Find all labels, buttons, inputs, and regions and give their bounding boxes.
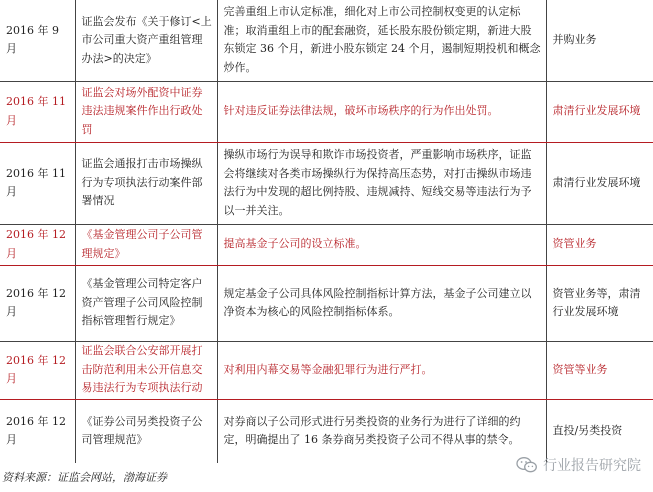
category-cell: 直投/另类投资 [546,399,653,463]
source-note: 资料来源：证监会网站，渤海证券 [2,471,167,484]
category-cell: 并购业务 [546,0,653,81]
event-cell: 证监会发布《关于修订<上市公司重大资产重组管理办法>的决定》 [75,0,217,81]
watermark-text: 行业报告研究院 [543,458,641,474]
category-cell: 资管业务等，肃清行业发展环境 [546,265,653,341]
content-cell: 针对违反证券法律法规，破坏市场秩序的行为作出处罚。 [217,81,546,142]
category-cell: 肃清行业发展环境 [546,142,653,224]
table-row [0,341,653,399]
event-cell: 证监会对场外配资中证券违法违规案件作出行政处罚 [75,81,217,142]
content-cell: 操纵市场行为误导和欺诈市场投资者，严重影响市场秩序，证监会将继续对各类市场操纵行为保持高压态势，对打击操纵市场违法行为中发现的超比例持股、违规减持、短线交易等违法行为予以一并关注。 [217,142,546,224]
table-row [0,81,653,142]
category-cell: 资管业务 [546,224,653,265]
watermark [516,455,641,475]
event-cell: 《证券公司另类投资子公司管理规范》 [75,399,217,463]
content-cell: 对券商以子公司形式进行另类投资的业务行为进行了详细的约定，明确提出了 16 条券商另类投资子公司不得从事的禁令。 [217,399,546,463]
event-cell: 证监会通报打击市场操纵行为专项执法行动案件部署情况 [75,142,217,224]
category-cell: 资管等业务 [546,341,653,399]
table-row [0,265,653,341]
event-cell: 《基金管理公司特定客户资产管理子公司风险控制指标管理暂行规定》 [75,265,217,341]
date-cell: 2016 年 12 月 [0,399,75,463]
wechat-icon [516,456,538,474]
category-cell: 肃清行业发展环境 [546,81,653,142]
date-cell: 2016 年 12 月 [0,265,75,341]
content-cell: 规定基金子公司具体风险控制指标计算方法，基金子公司建立以净资本为核心的风险控制指标体系。 [217,265,546,341]
date-cell: 2016 年 12 月 [0,224,75,265]
table-row [0,142,653,224]
event-cell: 证监会联合公安部开展打击防范利用未公开信息交易违法行为专项执法行动 [75,341,217,399]
table-row [0,0,653,81]
table-row [0,399,653,463]
content-cell: 提高基金子公司的设立标准。 [217,224,546,265]
date-cell: 2016 年 11 月 [0,81,75,142]
date-cell: 2016 年 9 月 [6,23,59,56]
content-cell: 对利用内幕交易等金融犯罪行为进行严打。 [217,341,546,399]
table-row [0,224,653,265]
event-cell: 《基金管理公司子公司管理规定》 [75,224,217,265]
content-cell: 完善重组上市认定标准，细化对上市公司控制权变更的认定标准；取消重组上市的配套融资，延长股东股份锁定期，新进大股东锁定 36 个月，新进小股东锁定 24 个月，遏制短期投机和概念炒作。 [217,0,546,81]
date-cell: 2016 年 11 月 [0,142,75,224]
date-cell: 2016 年 12 月 [0,341,75,399]
